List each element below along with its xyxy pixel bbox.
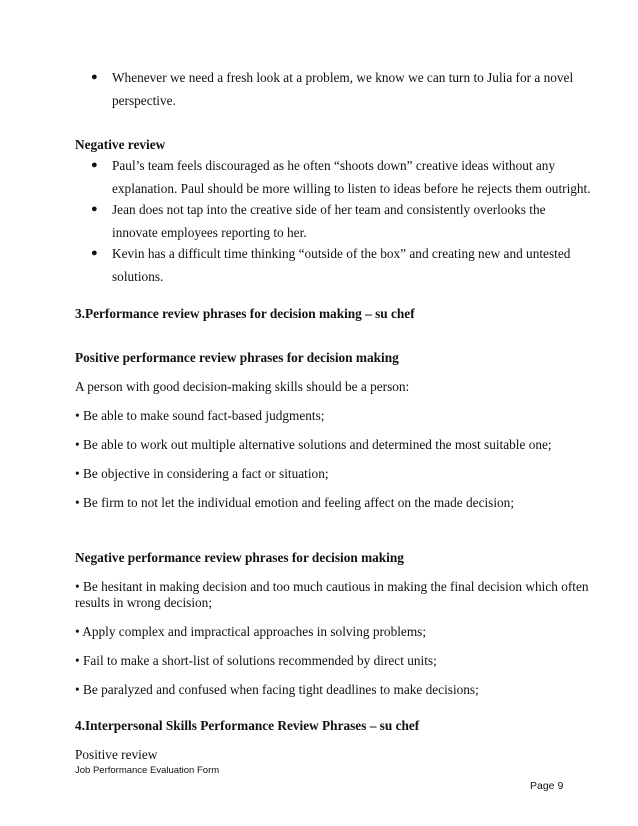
list-item: • Be firm to not let the individual emotion and feeling affect on the made decision; [75, 495, 515, 510]
list-item: • Be paralyzed and confused when facing tight deadlines to make decisions; [75, 682, 479, 697]
negative-review-heading: Negative review [75, 137, 166, 152]
negative-decision-heading: Negative performance review phrases for decision making [75, 550, 404, 565]
list-item: Whenever we need a fresh look at a problem, we know we can turn to Julia for a novel [112, 70, 574, 85]
bullet-icon: ● [91, 159, 98, 171]
list-item: • Fail to make a short-list of solutions recommended by direct units; [75, 653, 437, 668]
bullet-icon: ● [91, 247, 98, 259]
list-item: Kevin has a difficult time thinking “outside of the box” and creating new and untested [112, 246, 571, 261]
intro-text: A person with good decision-making skills should be a person: [75, 379, 410, 394]
list-item: Paul’s team feels discouraged as he often “shoots down” creative ideas without any [112, 158, 556, 173]
list-item: • Be able to work out multiple alternative solutions and determined the most suitable one; [75, 437, 552, 452]
footer-form-name: Job Performance Evaluation Form [75, 765, 220, 776]
list-item-continuation: perspective. [112, 93, 176, 108]
positive-review-heading: Positive review [75, 747, 158, 762]
list-item-continuation: results in wrong decision; [75, 595, 213, 610]
list-item-continuation: innovate employees reporting to her. [112, 225, 307, 240]
list-item: • Be able to make sound fact-based judgments; [75, 408, 325, 423]
section-3-title: 3.Performance review phrases for decision making – su chef [75, 306, 415, 321]
list-item: • Apply complex and impractical approaches in solving problems; [75, 624, 427, 639]
list-item: • Be hesitant in making decision and too much cautious in making the final decision which often [75, 579, 589, 594]
list-item: • Be objective in considering a fact or situation; [75, 466, 329, 481]
bullet-icon: ● [91, 203, 98, 215]
list-item: Jean does not tap into the creative side of her team and consistently overlooks the [112, 202, 546, 217]
section-4-title: 4.Interpersonal Skills Performance Review Phrases – su chef [75, 718, 420, 733]
list-item-continuation: solutions. [112, 269, 164, 284]
page-number: Page 9 [530, 780, 564, 792]
bullet-icon: ● [91, 71, 98, 83]
positive-decision-heading: Positive performance review phrases for decision making [75, 350, 399, 365]
list-item-continuation: explanation. Paul should be more willing to listen to ideas before he rejects them outright. [112, 181, 591, 196]
